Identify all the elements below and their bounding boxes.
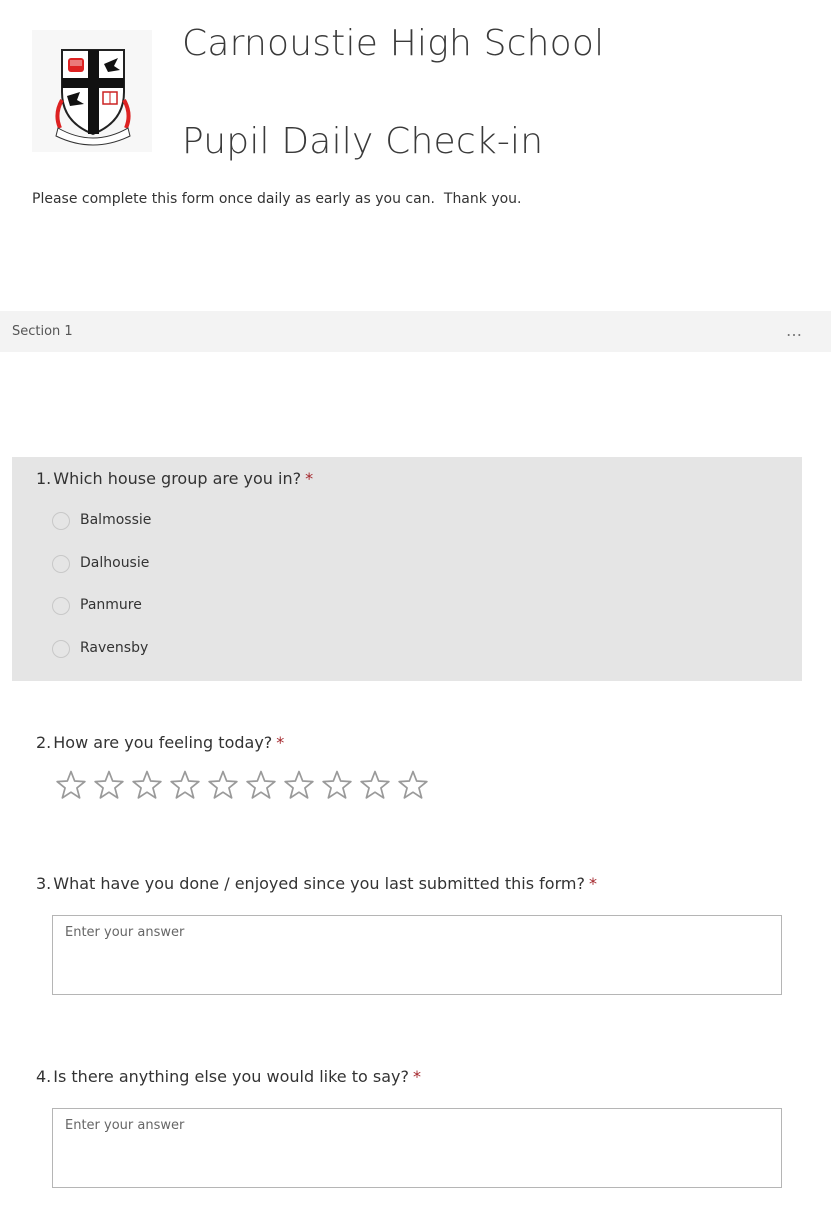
question-3-title (36, 874, 597, 893)
radio-button[interactable] (52, 640, 70, 658)
answer-3-box (52, 915, 782, 995)
star-icon[interactable] (244, 768, 282, 808)
section-label: Section 1 (12, 324, 73, 339)
star-icon[interactable] (206, 768, 244, 808)
question-number: 1. (36, 469, 52, 488)
question-number: 4. (36, 1067, 52, 1086)
question-text: How are you feeling today? (53, 733, 273, 752)
school-crest-icon (32, 30, 152, 152)
radio-button[interactable] (52, 555, 70, 573)
required-marker: * (412, 1067, 421, 1086)
question-number: 3. (36, 874, 52, 893)
answer-3-input[interactable] (53, 916, 781, 994)
radio-button[interactable] (52, 597, 70, 615)
required-marker: * (276, 733, 285, 752)
option-label: Panmure (80, 597, 142, 613)
question-2-title (36, 733, 284, 752)
question-number: 2. (36, 733, 52, 752)
star-rating (54, 768, 434, 808)
question-text: Which house group are you in? (53, 469, 302, 488)
required-marker: * (305, 469, 314, 488)
section-header (0, 311, 831, 352)
question-1-title (36, 469, 313, 488)
star-icon[interactable] (92, 768, 130, 808)
answer-4-input[interactable] (53, 1109, 781, 1187)
option-label: Ravensby (80, 640, 149, 656)
star-icon[interactable] (320, 768, 358, 808)
question-text: What have you done / enjoyed since you last submitted this form? (53, 874, 585, 893)
question-text: Is there anything else you would like to say? (53, 1067, 409, 1086)
option-label: Dalhousie (80, 555, 150, 571)
star-icon[interactable] (396, 768, 434, 808)
form-title: Pupil Daily Check-in (182, 121, 544, 162)
question-4-title (36, 1067, 421, 1086)
star-icon[interactable] (168, 768, 206, 808)
answer-4-box (52, 1108, 782, 1188)
more-options-icon[interactable]: … (786, 321, 803, 340)
form-description: Please complete this form once daily as early as you can. Thank you. (32, 191, 522, 207)
school-name: Carnoustie High School (182, 23, 605, 64)
radio-button[interactable] (52, 512, 70, 530)
star-icon[interactable] (358, 768, 396, 808)
star-icon[interactable] (54, 768, 92, 808)
star-icon[interactable] (130, 768, 168, 808)
required-marker: * (588, 874, 597, 893)
star-icon[interactable] (282, 768, 320, 808)
option-label: Balmossie (80, 512, 152, 528)
